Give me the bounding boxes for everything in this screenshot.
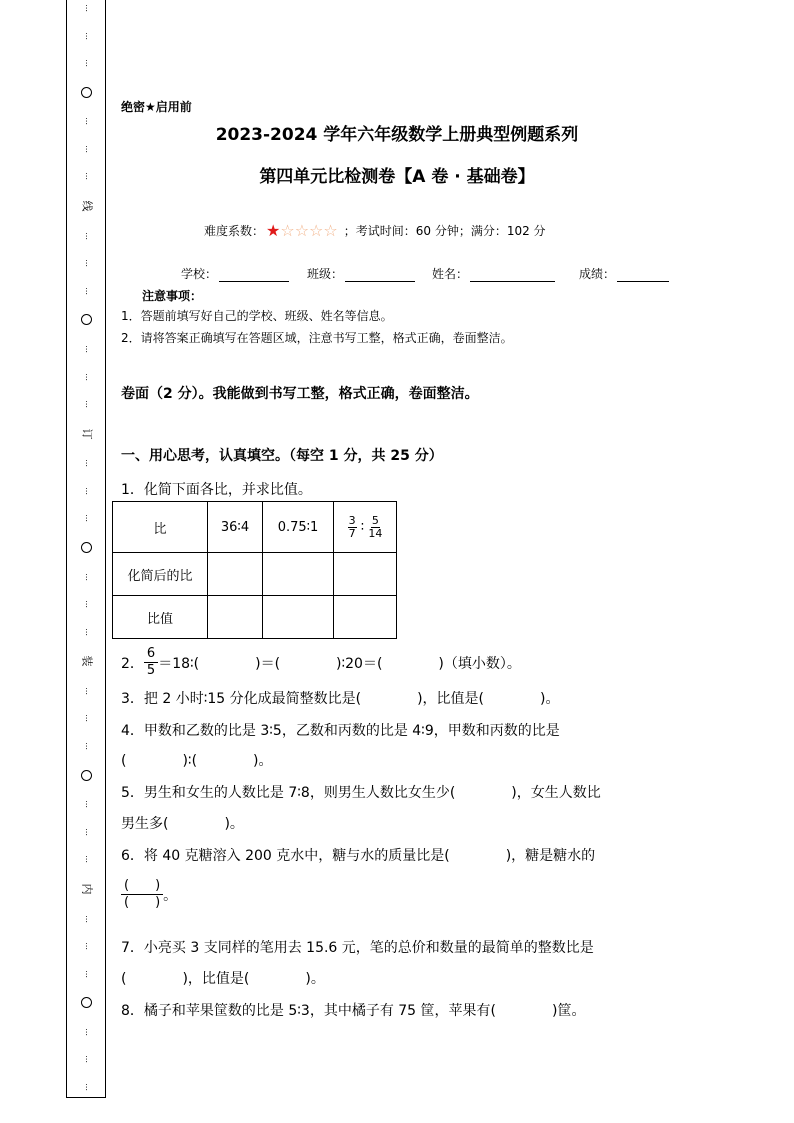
page-subtitle: 第四单元比检测卷【A 卷 · 基础卷】 xyxy=(259,167,535,187)
binding-circle xyxy=(81,770,92,781)
table-row xyxy=(113,502,397,553)
notice-item-1: 1．答题前填写好自己的学校、班级、姓名等信息。 xyxy=(121,309,393,323)
star-empty-icon: ☆ xyxy=(323,220,338,240)
row-label-ratio: 比 xyxy=(113,502,208,553)
ratio-cell-2: 0.75∶1 xyxy=(263,502,334,553)
question-5-line-2: 男生多( )。 xyxy=(121,816,244,832)
row-label-value: 比值 xyxy=(113,596,208,639)
ratio-cell-1: 36∶4 xyxy=(208,502,263,553)
binding-circle xyxy=(81,314,92,325)
binding-char-ding: 订 xyxy=(80,428,93,440)
binding-circle xyxy=(81,542,92,553)
star-filled-icon: ★ xyxy=(266,220,281,240)
name-field[interactable] xyxy=(432,265,555,282)
question-4-line-2: ( )∶( )。 xyxy=(121,753,273,769)
fraction: 6 5 xyxy=(144,646,158,679)
school-label: 学校： xyxy=(181,267,218,281)
score-field[interactable] xyxy=(579,265,669,282)
question-7-line-2: ( )，比值是( )。 xyxy=(121,971,325,987)
class-label: 班级： xyxy=(307,267,344,281)
binding-char-xian: 线 xyxy=(80,200,93,212)
question-5-line-1: 5．男生和女生的人数比是 7∶8，则男生人数比女生少( )，女生人数比 xyxy=(121,785,601,801)
difficulty-stars xyxy=(266,220,338,240)
question-1: 1．化简下面各比，并求比值。 xyxy=(121,482,312,498)
notice-item-2: 2．请将答案正确填写在答题区域，注意书写工整，格式正确，卷面整洁。 xyxy=(121,331,513,345)
answer-cell[interactable] xyxy=(334,596,397,639)
table-row xyxy=(113,553,397,596)
binding-circle xyxy=(81,997,92,1008)
question-6-line-1: 6．将 40 克糖溶入 200 克水中，糖与水的质量比是( )，糖是糖水的 xyxy=(121,848,596,864)
ratio-cell-3: $\frac{3}{7}$ ∶ $\frac{5}{14}$ xyxy=(334,502,397,553)
fraction: $\frac{5}{14}$ xyxy=(368,513,383,540)
star-empty-icon: ☆ xyxy=(280,220,295,240)
score-label: 成绩： xyxy=(579,267,616,281)
binding-circle xyxy=(81,87,92,98)
ratio-table xyxy=(112,501,397,639)
answer-cell[interactable] xyxy=(263,553,334,596)
question-6-line-2: ( ) ( ) 。 xyxy=(121,878,177,911)
exam-time-score: ；考试时间：60 分钟；满分：102 分 xyxy=(343,224,546,238)
question-4-line-1: 4．甲数和乙数的比是 3∶5，乙数和丙数的比是 4∶9，甲数和丙数的比是 xyxy=(121,723,560,739)
answer-cell[interactable] xyxy=(263,596,334,639)
question-3: 3．把 2 小时∶15 分化成最简整数比是( )，比值是( )。 xyxy=(121,691,560,707)
neatness-statement: 卷面（2 分）。我能做到书写工整，格式正确，卷面整洁。 xyxy=(121,386,479,402)
question-7-line-1: 7．小亮买 3 支同样的笔用去 15.6 元，笔的总价和数量的最简单的整数比是 xyxy=(121,940,594,956)
star-empty-icon: ☆ xyxy=(309,220,324,240)
answer-cell[interactable] xyxy=(208,553,263,596)
star-empty-icon: ☆ xyxy=(294,220,310,240)
name-label: 姓名： xyxy=(432,267,469,281)
binding-column: ⋯ ⋯ ⋯ ⋯ ⋯ ⋯ 线 ⋯ ⋯ ⋯ ⋯ ⋯ ⋯ 订 ⋯ ⋯ ⋯ ⋯ ⋯ ⋯ 装 ⋯ ⋯ ⋯ ⋯ ⋯ ⋯ 内 ⋯ ⋯ ⋯ ⋯ ⋯ ⋯ xyxy=(80,4,93,1091)
notice-heading: 注意事项： xyxy=(142,289,203,303)
difficulty-label: 难度系数： xyxy=(204,224,265,238)
confidential-label: 绝密★启用前 xyxy=(121,100,192,114)
row-label-simplified: 化简后的比 xyxy=(113,553,208,596)
school-field[interactable] xyxy=(181,265,289,282)
binding-char-zhuang: 装 xyxy=(80,655,93,667)
fraction: $\frac{3}{7}$ xyxy=(348,513,356,540)
question-2: 2． 6 5 ＝18∶( )＝( )∶20＝( )（填小数）。 xyxy=(121,646,521,678)
section-title: 一、用心思考，认真填空。（每空 1 分，共 25 分） xyxy=(121,448,443,464)
class-field[interactable] xyxy=(307,265,415,282)
answer-cell[interactable] xyxy=(208,596,263,639)
fraction-blank[interactable]: ( ) ( ) xyxy=(121,878,163,911)
answer-cell[interactable] xyxy=(334,553,397,596)
exam-meta xyxy=(204,222,546,239)
binding-char-nei: 内 xyxy=(80,883,93,895)
question-8: 8．橘子和苹果筐数的比是 5∶3，其中橘子有 75 筐，苹果有( )筐。 xyxy=(121,1003,586,1019)
table-row xyxy=(113,596,397,639)
page-title: 2023-2024 学年六年级数学上册典型例题系列 xyxy=(215,125,579,145)
